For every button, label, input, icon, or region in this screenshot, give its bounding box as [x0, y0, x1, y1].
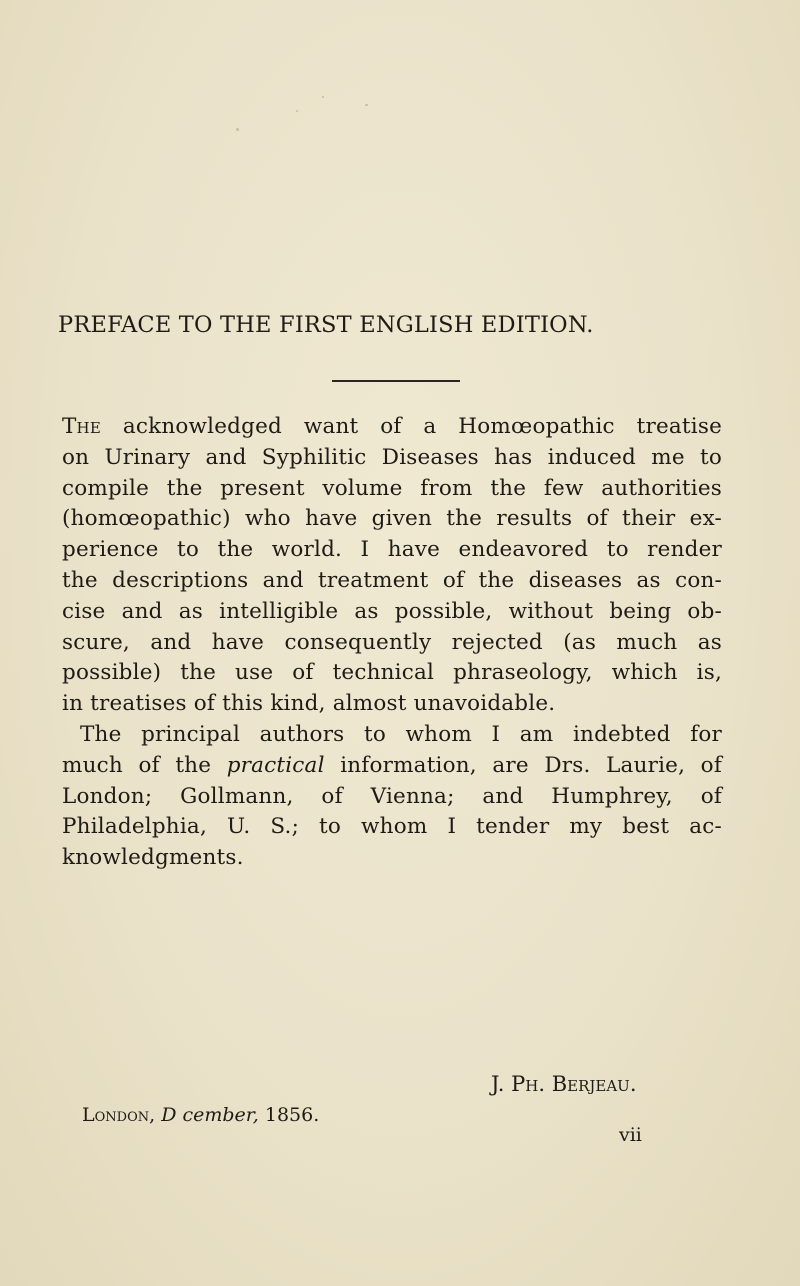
paragraph-line: Philadelphia, U. S.; to whom I tender my best ac-	[62, 814, 722, 840]
line-text: acknowledged want of a Homœopathic treatise	[122, 414, 722, 439]
paragraph-line: The principal authors to whom I am indebted for	[80, 721, 722, 747]
paragraph-line: (homœopathic) who have given the results of their ex-	[62, 506, 722, 532]
paragraph-line: cise and as intelligible as possible, without being ob-	[62, 598, 722, 624]
paper-speck	[296, 110, 298, 112]
page-heading: PREFACE TO THE FIRST ENGLISH EDITION.	[58, 312, 594, 338]
place-name: London,	[82, 1104, 156, 1126]
line-text: much of the	[62, 752, 212, 778]
paragraph-line: London; Gollmann, of Vienna; and Humphrey, of	[62, 783, 722, 809]
paragraph-line: possible) the use of technical phraseology, which is,	[62, 660, 722, 686]
paragraph-line: perience to the world. I have endeavored to render	[62, 537, 722, 563]
paragraph-line: in treatises of this kind, almost unavoidable.	[62, 691, 556, 717]
paper-speck	[322, 96, 324, 98]
heading-rule	[332, 380, 460, 382]
paper-speck	[236, 128, 239, 131]
paragraph-line: scure, and have consequently rejected (as much as	[62, 629, 722, 655]
page-number: vii	[619, 1124, 642, 1146]
month-text: D cember,	[161, 1104, 259, 1126]
paragraph-line: knowledgments.	[62, 845, 244, 871]
paragraph-line	[62, 412, 722, 443]
place-date	[82, 1104, 319, 1126]
paragraph-line: the descriptions and treatment of the diseases as con-	[62, 567, 722, 593]
paragraph-line: on Urinary and Syphilitic Diseases has induced me to	[62, 444, 722, 470]
paragraph-line: compile the present volume from the few authorities	[62, 475, 722, 501]
lead-word: The	[62, 414, 101, 439]
paragraph-line	[62, 751, 722, 782]
line-text: information, are Drs. Laurie, of	[340, 752, 722, 778]
author-signature: J. Ph. Berjeau.	[491, 1072, 637, 1096]
emphasis-text: practical	[226, 752, 325, 778]
preface-body	[62, 412, 722, 874]
paper-speck	[365, 104, 368, 106]
year-text: 1856.	[264, 1104, 320, 1126]
